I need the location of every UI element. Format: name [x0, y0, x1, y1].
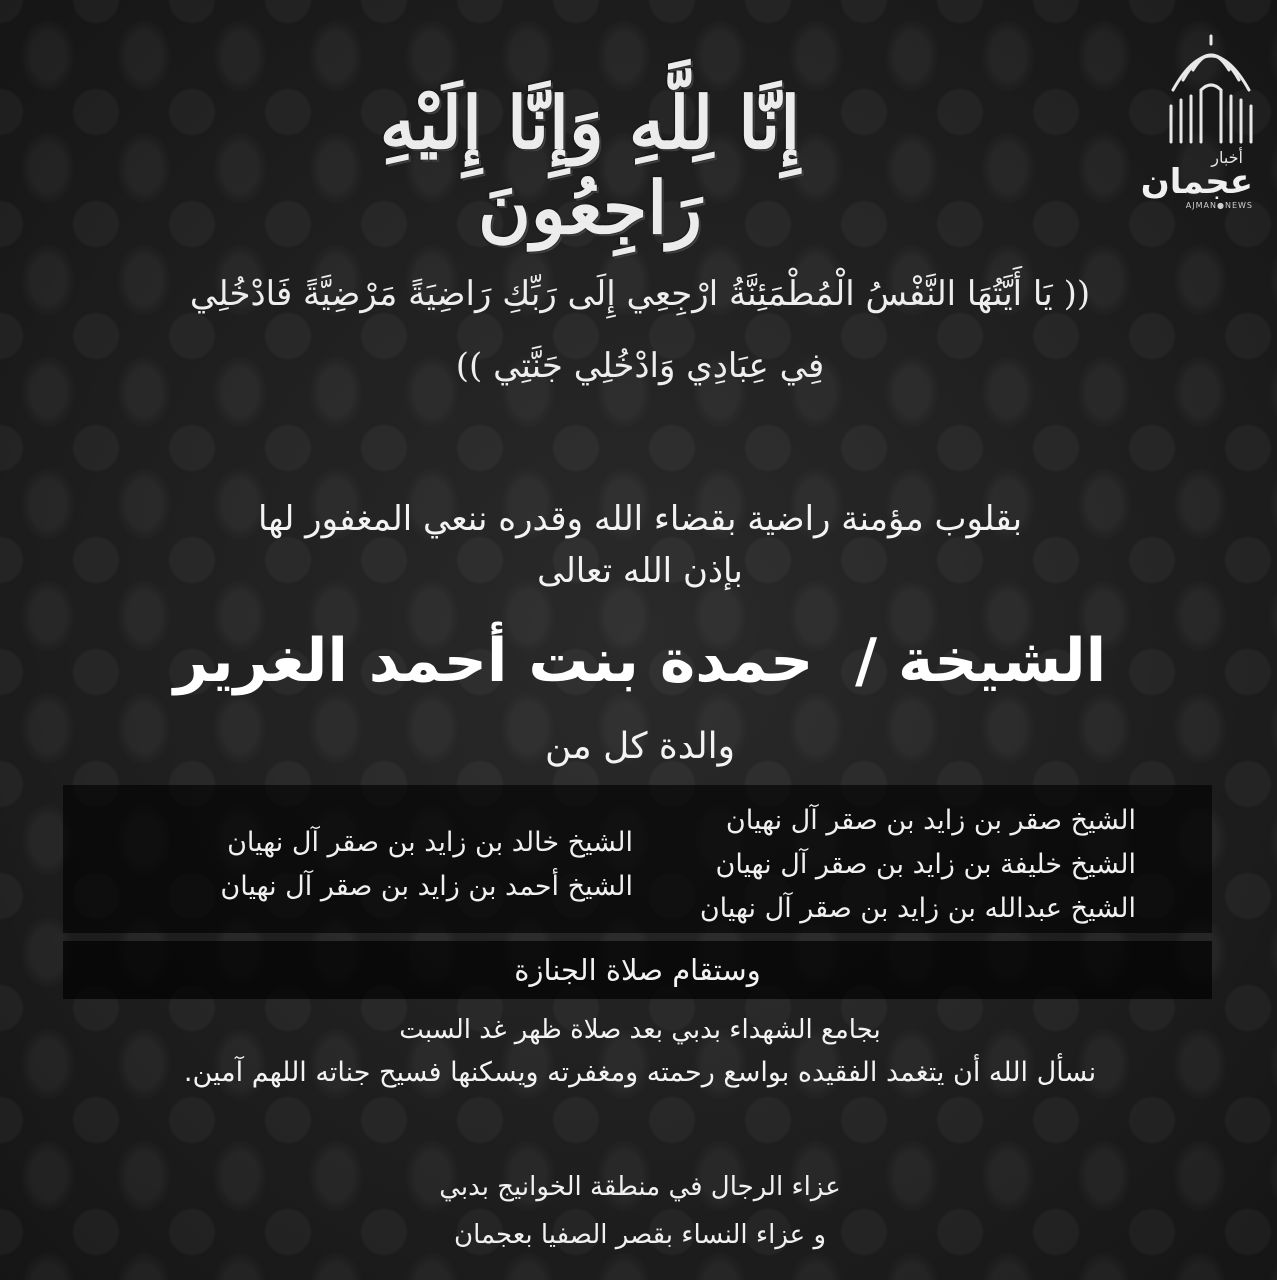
verse-line-1: (( يَا أَيَّتُهَا النَّفْسُ الْمُطْمَئِنَّةُ ارْجِعِي إِلَى رَبِّكِ رَاضِيَةً مَرْضِيَّةً فَادْخُلِي — [189, 274, 1091, 314]
sons-column-right — [616, 799, 1136, 931]
mosque-dome-icon — [1161, 30, 1261, 150]
son-name: الشيخ خليفة بن زايد بن صقر آل نهيان — [715, 849, 1136, 880]
son-name: الشيخ عبدالله بن زايد بن صقر آل نهيان — [699, 893, 1136, 924]
deceased-name: الشيخة / حمدة بنت أحمد الغرير — [173, 626, 1107, 696]
intro-line-2: بإذن الله تعالى — [537, 551, 743, 591]
intro-line-1: بقلوب مؤمنة راضية بقضاء الله وقدره ننعي المغفور لها — [257, 499, 1023, 539]
funeral-prayer-title: وستقام صلاة الجنازة — [63, 941, 1212, 999]
son-name: الشيخ صقر بن زايد بن صقر آل نهيان — [725, 805, 1136, 836]
son-name: الشيخ أحمد بن زايد بن صقر آل نهيان — [220, 871, 633, 902]
sons-column-left — [113, 821, 633, 909]
quran-verse — [100, 258, 1180, 402]
men-condolence: عزاء الرجال في منطقة الخوانيج بدبي — [439, 1172, 841, 1202]
supplication-text: نسأل الله أن يتغمد الفقيده بواسع رحمته ومغفرته ويسكنها فسيح جناته اللهم آمين. — [183, 1057, 1097, 1088]
calligraphy-heading: إِنَّا لِلَّهِ وَإِنَّا إِلَيْهِ رَاجِعُونَ — [379, 80, 801, 250]
funeral-prayer-location: بجامع الشهداء بدبي بعد صلاة ظهر غد السبت — [399, 1015, 881, 1045]
condolence-info — [300, 1163, 980, 1259]
logo-main-word: عجمان — [1140, 162, 1253, 202]
women-condolence: و عزاء النساء بقصر الصفيا بعجمان — [453, 1220, 827, 1250]
sons-list-box — [63, 785, 1212, 933]
verse-line-2: فِي عِبَادِي وَادْخُلِي جَنَّتِي )) — [455, 346, 825, 386]
mother-of-label: والدة كل من — [544, 726, 736, 767]
logo-top-word: أخبار — [1211, 148, 1243, 167]
son-name: الشيخ خالد بن زايد بن صقر آل نهيان — [227, 827, 633, 858]
ajman-news-logo — [1140, 30, 1261, 210]
logo-latin-text: AJMAN●NEWS — [1185, 201, 1253, 210]
announcement-intro — [100, 493, 1180, 597]
